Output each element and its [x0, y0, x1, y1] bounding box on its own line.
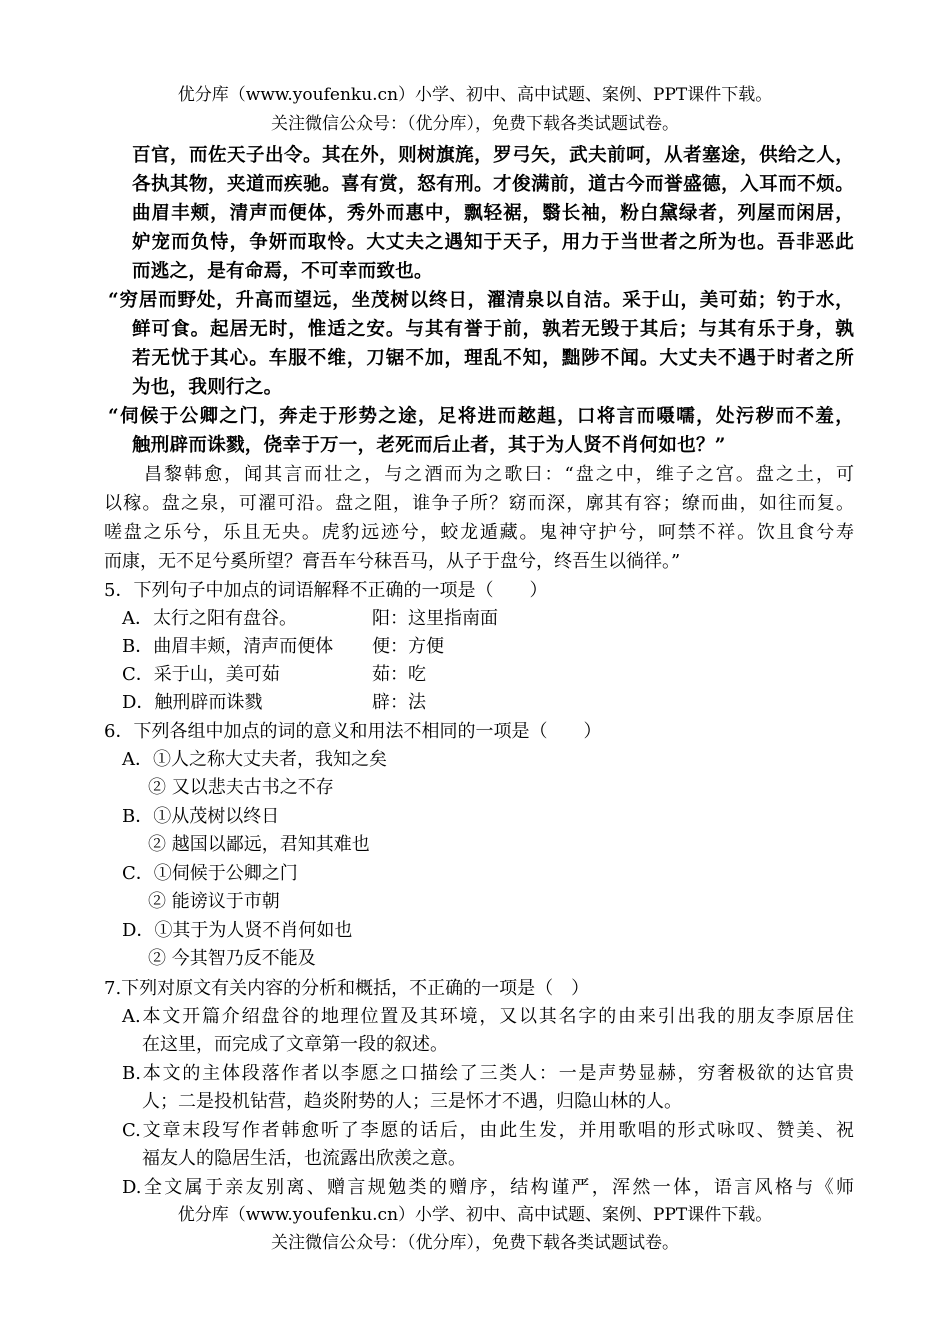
passage-p1-line: 各执其物，夹道而疾驰。喜有赏，怒有刑。才俊满前，道古今而誉盛德，入耳而不烦。 — [132, 174, 854, 195]
option-label: D． — [122, 920, 155, 941]
option-sentence-1: ①伺候于公卿之门 — [153, 863, 298, 884]
passage-p2-line: “穷居而野处，升高而望远，坐茂树以终日，濯清泉以自洁。采于山，美可茹；钓于水， — [108, 290, 854, 311]
option-label: A． — [122, 749, 153, 770]
passage-p2-line: 为也，我则行之。 — [132, 377, 283, 398]
passage-p3-line: “伺候于公卿之门，奔走于形势之途，足将进而趑趄，口将言而嗫嚅，处污秽而不羞， — [108, 406, 854, 427]
question-5-gloss-a: 阳：这里指南面 — [372, 608, 498, 629]
question-6-stem: 6．下列各组中加点的词的意义和用法不相同的一项是（ ） — [104, 721, 602, 742]
question-6-option-b-sentence-2: ② 越国以鄙远，君知其难也 — [148, 834, 370, 855]
option-sentence-1: ①人之称大丈夫者，我知之矣 — [153, 749, 387, 770]
option-text: 曲眉丰颊，清声而便体 — [153, 636, 334, 657]
question-5-option-c — [122, 663, 280, 687]
option-text: 采于山，美可茹 — [153, 664, 280, 685]
passage-p4-line: 以稼。盘之泉，可濯可沿。盘之阻，谁争子所？窈而深，廓其有容；缭而曲，如往而复。 — [104, 493, 854, 514]
option-sentence-1: ①从茂树以终日 — [153, 806, 280, 827]
passage-p4-line: 昌黎韩愈，闻其言而壮之，与之酒而为之歌曰：“盘之中，维子之宫。盘之土，可 — [144, 464, 854, 485]
question-5-gloss-b: 便：方便 — [372, 636, 444, 657]
question-6-option-d — [122, 919, 352, 943]
option-label: B． — [122, 636, 154, 657]
header-line-2: 关注微信公众号：（优分库），免费下载各类试题试卷。 — [271, 114, 679, 134]
option-sentence-1: ①其于为人贤不肖何如也 — [154, 920, 353, 941]
question-7-option-c-line-2: 福友人的隐居生活，也流露出欣羡之意。 — [142, 1148, 466, 1169]
question-5-option-a — [122, 607, 297, 631]
question-5-option-d — [122, 691, 262, 715]
question-7-option-a-line-1: A.本文开篇介绍盘谷的地理位置及其环境，又以其名字的由来引出我的朋友李原居住 — [122, 1006, 854, 1027]
option-text: 触刑辟而诛戮 — [154, 692, 263, 713]
question-6-option-c — [122, 862, 298, 886]
question-7-option-c-line-1: C.文章末段写作者韩愈听了李愿的话后，由此生发，并用歌唱的形式咏叹、赞美、祝 — [122, 1120, 854, 1141]
question-7-stem: 7.下列对原文有关内容的分析和概括，不正确的一项是（ ） — [104, 978, 590, 999]
question-6-option-d-sentence-2: ② 今其智乃反不能及 — [148, 948, 316, 969]
passage-p1-line: 妒宠而负恃，争妍而取怜。大丈夫之遇知于天子，用力于当世者之所为也。吾非恶此 — [132, 232, 854, 253]
question-7-option-d-line-1: D.全文属于亲友别离、赠言规勉类的赠序，结构谨严，浑然一体，语言风格与《师 — [122, 1177, 854, 1198]
option-label: C． — [122, 664, 154, 685]
passage-p2-line: 若无忧于其心。车服不维，刀锯不加，理乱不知，黜陟不闻。大丈夫不遇于时者之所 — [132, 348, 854, 369]
passage-p1-line: 而逃之，是有命焉，不可幸而致也。 — [132, 261, 433, 282]
option-label: A． — [122, 608, 153, 629]
question-6-option-a — [122, 748, 387, 772]
option-text: 太行之阳有盘谷。 — [153, 608, 297, 629]
passage-p3-line: 触刑辟而诛戮，侥幸于万一，老死而后止者，其于为人贤不肖何如也？” — [132, 435, 726, 456]
question-6-option-b — [122, 805, 279, 829]
question-5-stem: 5．下列句子中加点的词语解释不正确的一项是（ ） — [104, 580, 548, 601]
footer-line-2: 关注微信公众号：（优分库），免费下载各类试题试卷。 — [271, 1233, 679, 1253]
question-5-option-b — [122, 635, 333, 659]
header-line-1: 优分库（www.youfenku.cn）小学、初中、高中试题、案例、PPT课件下载。 — [177, 85, 773, 105]
question-6-option-a-sentence-2: ② 又以悲夫古书之不存 — [148, 777, 334, 798]
passage-p4-line: 而康，无不足兮奚所望？膏吾车兮秣吾马，从子于盘兮，终吾生以徜徉。” — [104, 551, 681, 572]
passage-p1-line: 曲眉丰颊，清声而便体，秀外而惠中，飘轻裾，翳长袖，粉白黛绿者，列屋而闲居， — [132, 203, 854, 224]
question-5-gloss-c: 茹：吃 — [372, 664, 426, 685]
question-7-option-b-line-2: 人；二是投机钻营，趋炎附势的人；三是怀才不遇，归隐山林的人。 — [142, 1091, 682, 1112]
question-5-gloss-d: 辟：法 — [372, 692, 426, 713]
footer-line-1: 优分库（www.youfenku.cn）小学、初中、高中试题、案例、PPT课件下载。 — [177, 1205, 773, 1225]
question-7-option-b-line-1: B.本文的主体段落作者以李愿之口描绘了三类人：一是声势显赫，穷奢极欲的达官贵 — [122, 1063, 854, 1084]
option-label: B． — [122, 806, 154, 827]
passage-p4-line: 嗟盘之乐兮，乐且无央。虎豹远迹兮，蛟龙遁藏。鬼神守护兮，呵禁不祥。饮且食兮寿 — [104, 522, 854, 543]
option-label: D． — [122, 692, 155, 713]
option-label: C． — [122, 863, 154, 884]
passage-p2-line: 鲜可食。起居无时，惟适之安。与其有誉于前，孰若无毁于其后；与其有乐于身，孰 — [132, 319, 854, 340]
question-7-option-a-line-2: 在这里，而完成了文章第一段的叙述。 — [142, 1034, 448, 1055]
passage-p1-line: 百官，而佐天子出令。其在外，则树旗旄，罗弓矢，武夫前呵，从者塞途，供给之人， — [132, 145, 854, 166]
question-6-option-c-sentence-2: ② 能谤议于市朝 — [148, 891, 280, 912]
